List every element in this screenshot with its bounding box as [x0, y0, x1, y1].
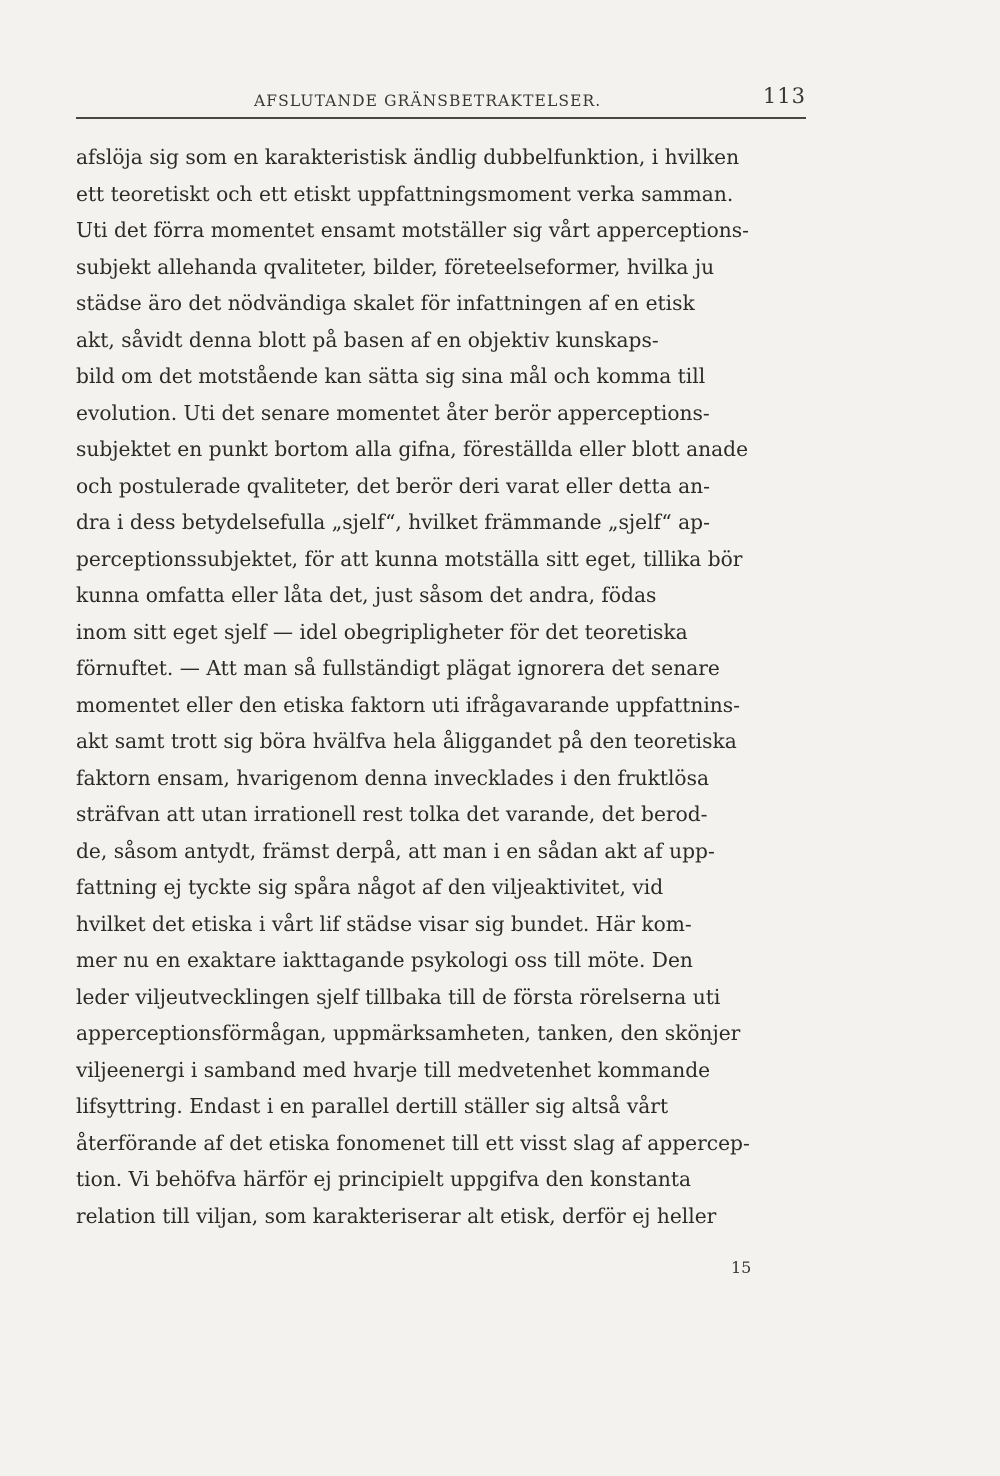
- text-line: subjekt allehanda qvaliteter, bilder, företeelseformer, hvilka ju: [76, 254, 715, 279]
- text-line: subjektet en punkt bortom alla gifna, föreställda eller blott anade: [76, 437, 749, 461]
- text-line: sträfvan att utan irrationell rest tolka det varande, det berod-: [76, 802, 708, 826]
- running-title: AFSLUTANDE GRÄNSBETRAKTELSER.: [254, 92, 602, 110]
- text-line: evolution. Uti det senare momentet åter berör apperceptions-: [76, 400, 710, 425]
- text-line: städse äro det nödvändiga skalet för infattningen af en etisk: [76, 291, 695, 315]
- text-line: kunna omfatta eller låta det, just såsom det andra, födas: [76, 583, 657, 607]
- text-line: akt samt trott sig böra hvälfva hela åliggandet på den teoretiska: [76, 729, 737, 753]
- text-line: momentet eller den etiska faktorn uti ifrågavarande uppfattnins-: [76, 692, 740, 717]
- text-line: akt, såvidt denna blott på basen af en objektiv kunskaps-: [76, 327, 659, 352]
- running-head: [76, 84, 806, 114]
- text-line: lifsyttring. Endast i en parallel dertill ställer sig altså vårt: [76, 1094, 669, 1118]
- text-line: och postulerade qvaliteter, det berör deri varat eller detta an-: [76, 473, 710, 498]
- text-line: Uti det förra momentet ensamt motställer sig vårt apperceptions-: [76, 218, 749, 242]
- text-line: ett teoretiskt och ett etiskt uppfattningsmoment verka samman.: [76, 181, 734, 206]
- text-line: bild om det motstående kan sätta sig sina mål och komma till: [76, 364, 706, 388]
- text-line: dra i dess betydelsefulla „sjelf“, hvilket främmande „sjelf“ ap-: [76, 510, 710, 534]
- page-number: 113: [762, 84, 806, 108]
- text-line: relation till viljan, som karakteriserar alt etisk, derför ej heller: [76, 1203, 717, 1228]
- text-line: leder viljeutvecklingen sjelf tillbaka till de första rörelserna uti: [76, 984, 721, 1009]
- text-line: inom sitt eget sjelf — idel obegripligheter för det teoretiska: [76, 619, 688, 644]
- text-line: återförande af det etiska fonomenet till ett visst slag af appercep-: [76, 1130, 750, 1155]
- text-line: fattning ej tyckte sig spåra något af den viljeaktivitet, vid: [76, 875, 664, 899]
- body-text: [76, 139, 806, 1234]
- text-line: afslöja sig som en karakteristisk ändlig dubbelfunktion, i hvilken: [76, 145, 740, 169]
- text-line: apperceptionsförmågan, uppmärksamheten, tanken, den skönjer: [76, 1021, 741, 1045]
- text-line: tion. Vi behöfva härför ej principielt uppgifva den konstanta: [76, 1167, 692, 1191]
- text-line: mer nu en exaktare iakttagande psykologi oss till möte. Den: [76, 948, 693, 972]
- text-line: förnuftet. — Att man så fullständigt plägat ignorera det senare: [76, 656, 720, 680]
- header-rule: [76, 117, 806, 119]
- text-line: de, såsom antydt, främst derpå, att man i en sådan akt af upp-: [76, 838, 715, 863]
- text-line: faktorn ensam, hvarigenom denna invecklades i den fruktlösa: [76, 765, 709, 790]
- signature-mark: 15: [731, 1258, 752, 1277]
- text-line: hvilket det etiska i vårt lif städse visar sig bundet. Här kom-: [76, 911, 692, 936]
- text-line: perceptionssubjektet, för att kunna motställa sitt eget, tillika bör: [76, 546, 743, 571]
- text-line: viljeenergi i samband med hvarje till medvetenhet kommande: [76, 1057, 711, 1082]
